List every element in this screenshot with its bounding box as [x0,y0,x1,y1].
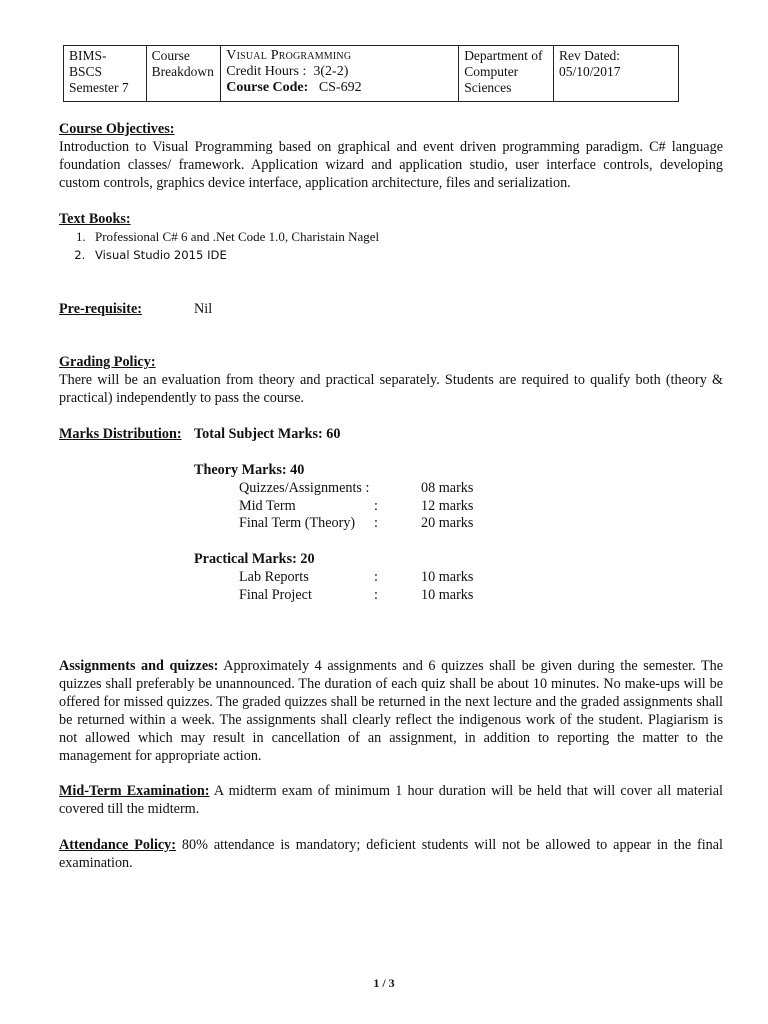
revision-cell: Rev Dated: 05/10/2017 [553,46,678,102]
prerequisite-heading: Pre-requisite: [59,301,142,317]
section-heading: Course Objectives: [59,121,175,137]
marks-label: Quizzes/Assignments : [239,480,370,496]
course-code: Course Code: CS-692 [226,80,362,95]
marks-colon: : [374,569,378,585]
assignments-text: Approximately 4 assignments and 6 quizzes shall be given during the semester. The quizzes shall preferably be unannounced. The duration of each quiz shall be about 10 minutes. No make-ups will be offered for missed quizzes. The graded quizzes shall be returned in the next lecture and the graded assignments shall be returned within a week. The assignments shall clearly reflect the indigenous work of the student. Plagiarism is not allowed which may result in cancellation of an assignment, in addition to reporting the matter to the management for appropriate action. [59,658,724,764]
theory-marks-heading: Theory Marks: 40 [194,462,305,478]
section-heading: Mid-Term Examination: [59,783,210,799]
marks-distribution-heading: Marks Distribution: [59,426,182,442]
marks-colon: : [374,498,378,514]
marks-label: Final Term (Theory) [239,515,356,531]
marks-label: Lab Reports [239,569,309,585]
section-heading: Grading Policy: [59,354,156,370]
marks-label: Final Project [239,587,312,603]
prerequisite-value: Nil [194,301,213,317]
marks-value: 10 marks [421,569,474,585]
list-item: 2. Visual Studio 2015 IDE [89,246,723,264]
marks-value: 08 marks [421,480,474,496]
grading-policy-section [59,353,723,407]
marks-value: 10 marks [421,587,474,603]
marks-value: 12 marks [421,498,474,514]
midterm-section [59,782,723,818]
page-number: 1 / 3 [373,976,395,990]
attendance-section [59,836,723,872]
marks-colon: : [374,515,378,531]
breakdown-cell: Course Breakdown [146,46,221,102]
course-title: Visual Programming [226,48,352,63]
section-heading: Text Books: [59,211,131,227]
assignments-section [59,657,723,765]
marks-colon: : [374,587,378,603]
section-heading: Attendance Policy: [59,837,177,853]
marks-value: 20 marks [421,515,474,531]
attendance-text: 80% attendance is mandatory; deficient students will not be allowed to appear in the final examination. [59,837,724,871]
objectives-text: Introduction to Visual Programming based on graphical and event driven programming paradigm. C# language foundation classes/ framework. Application wizard and application studio, user interface controls, developing custom controls, graphics device interface, application architecture, files and serialization. [59,139,723,191]
list-item: 1. Professional C# 6 and .Net Code 1.0, Charistain Nagel [89,228,723,246]
course-objectives-section [59,120,723,192]
section-heading: Assignments and quizzes: [59,658,219,674]
course-header-table [63,45,679,102]
text-books-list [59,228,723,264]
program-cell: BIMS- BSCS Semester 7 [64,46,147,102]
marks-label: Mid Term [239,498,296,514]
midterm-text: A midterm exam of minimum 1 hour duration will be held that will cover all material covered till the midterm. [59,783,723,817]
grading-text: There will be an evaluation from theory and practical separately. Students are required to qualify both (theory & practical) independently to pass the course. [59,372,723,406]
practical-marks-heading: Practical Marks: 20 [194,551,315,567]
credit-hours: Credit Hours : 3(2-2) [226,64,349,79]
course-info-cell [221,46,459,102]
total-marks: Total Subject Marks: 60 [194,426,341,442]
text-books-section [59,210,723,264]
department-cell: Department of Computer Sciences [459,46,554,102]
